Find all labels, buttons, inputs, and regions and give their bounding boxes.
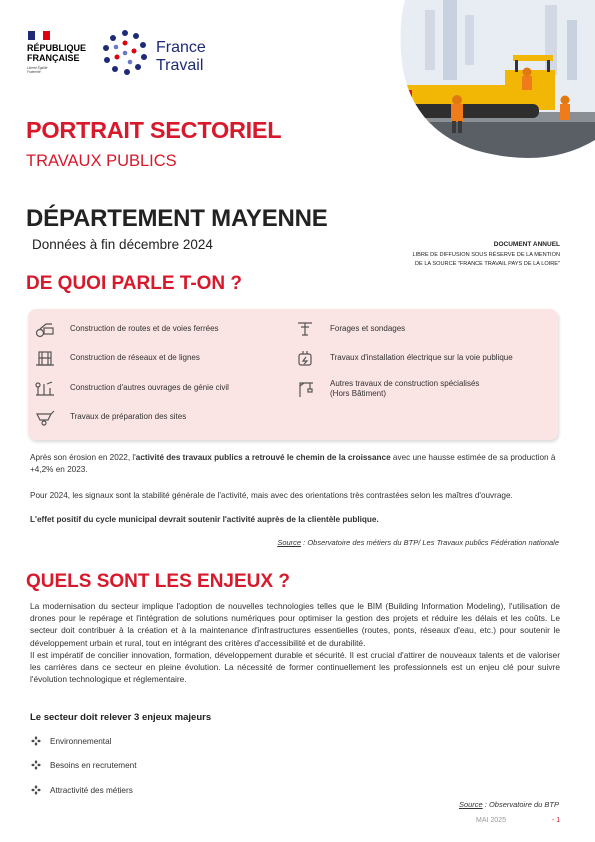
outlook-paragraph: Pour 2024, les signaux sont la stabilité générale de l'activité, mais avec des orientations très contrastées selon les maîtres d'ouvrage.	[30, 491, 513, 500]
source-note-enjeux	[459, 800, 559, 809]
activity-note: (Hors Bâtiment)	[330, 389, 387, 398]
para1-end: avec une hausse estimée de sa production à +4,2% en 2023.	[30, 453, 556, 474]
activity-item	[34, 379, 229, 397]
electric-icon	[294, 349, 316, 367]
enjeu-label: Besoins en recrutement	[50, 760, 137, 770]
source-label: Source	[458, 800, 483, 809]
activity-label: Construction de réseaux et de lignes	[70, 353, 200, 362]
list-item	[30, 736, 111, 746]
republic-line1: RÉPUBLIQUE	[27, 43, 87, 53]
republique-francaise-logo	[27, 43, 86, 63]
france-travail-brand	[156, 39, 206, 75]
brand-line2: Travail	[156, 57, 204, 74]
republic-motto: Liberté Égalité Fraternité	[27, 66, 48, 74]
france-travail-logo-icon	[100, 27, 150, 79]
activity-item	[34, 320, 219, 338]
document-type-label: DOCUMENT ANNUEL	[493, 241, 560, 248]
wheelbarrow-icon	[34, 408, 56, 426]
diamond-bullet-icon	[30, 785, 42, 795]
source-note-quoi	[277, 538, 559, 547]
activity-label: Construction d'autres ouvrages de génie civil	[70, 383, 229, 392]
sector-subtitle: TRAVAUX PUBLICS	[26, 152, 177, 170]
page-title: PORTRAIT SECTORIEL	[26, 117, 282, 143]
activity-item	[294, 349, 513, 367]
section-heading-quoi: DE QUOI PARLE T-ON ?	[26, 273, 243, 294]
drill-icon	[294, 320, 316, 338]
diffusion-notice	[340, 251, 560, 269]
roller-icon	[34, 320, 56, 338]
activity-item	[34, 408, 186, 426]
list-item	[30, 785, 133, 795]
list-item	[30, 760, 136, 770]
enjeux-paragraph-part1: La modernisation du secteur implique l'adoption de nouvelles technologies telles que le BIM (Building Information Modeling), l'utilisation de drones pour le repérage et l'intégration de solutions numériques pour optimiser la gestion des projets et réduire les délais et les coûts. Le secteur doit contribuer à la création et à la maintenance d'infrastructures essentielles (routes, ponts, réseaux d'eau, etc.) pour soutenir le développement urbain et rural, tout en intégrant des critères d'accessibilité et de durabilité.	[30, 601, 560, 648]
source-text: : Observatoire du BTP	[482, 800, 559, 809]
civil-works-icon	[34, 379, 56, 397]
enjeu-label: Attractivité des métiers	[50, 785, 133, 795]
brand-line1: France	[156, 39, 206, 56]
french-flag-logo	[28, 31, 50, 40]
enjeu-label: Environnemental	[50, 736, 112, 746]
municipal-cycle-paragraph: L'effet positif du cycle municipal devrait soutenir l'activité auprès de la clientèle publique.	[30, 515, 379, 524]
diffusion-notice-line1: LIBRE DE DIFFUSION SOUS RÉSERVE DE LA MENTION	[412, 252, 560, 258]
growth-paragraph	[30, 452, 560, 476]
activity-label-text: Autres travaux de construction spécialisés	[330, 379, 480, 388]
para1-highlight: activité des travaux publics a retrouvé le chemin de la croissance	[135, 453, 391, 462]
activity-label: Travaux de préparation des sites	[70, 412, 187, 421]
activity-label	[330, 379, 479, 399]
activity-label: Construction de routes et de voies ferrées	[70, 324, 219, 333]
page-number: - 1	[552, 817, 561, 824]
footer-date: MAI 2025	[476, 817, 506, 824]
para1-start: Après son érosion en 2022, l'	[30, 453, 136, 462]
republic-line2: FRANÇAISE	[27, 53, 80, 63]
road-paver-illustration	[395, 0, 595, 160]
crane-icon	[294, 380, 316, 398]
source-text: : Observatoire des métiers du BTP/ Les Travaux publics Fédération nationale	[301, 538, 559, 547]
activity-label: Travaux d'installation électrique sur la voie publique	[330, 353, 513, 362]
activity-item	[294, 320, 405, 338]
network-icon	[34, 349, 56, 367]
source-label: Source	[277, 538, 302, 547]
enjeux-paragraph-part2: Il est impératif de concilier innovation, formation, développement durable et sécurité. Il est crucial d'attirer de nouveaux talents et de valoriser les carrières dans ce secteur en pleine évolution. La nécessité de former continuellement les professionnels est un enjeu clé pour suivre l'évolution technologique et réglementaire.	[30, 649, 560, 685]
department-title: DÉPARTEMENT MAYENNE	[26, 205, 328, 232]
diamond-bullet-icon	[30, 760, 42, 770]
enjeux-paragraph	[30, 600, 560, 685]
activity-item	[294, 379, 479, 399]
enjeux-intro: Le secteur doit relever 3 enjeux majeurs	[30, 712, 212, 723]
diamond-bullet-icon	[30, 736, 42, 746]
activity-item	[34, 349, 200, 367]
section-heading-enjeux: QUELS SONT LES ENJEUX ?	[26, 571, 290, 592]
activities-box	[28, 309, 558, 440]
activity-label: Forages et sondages	[330, 324, 406, 333]
diffusion-notice-line2: DE LA SOURCE "FRANCE TRAVAIL PAYS DE LA LOIRE"	[415, 261, 560, 267]
data-date: Données à fin décembre 2024	[32, 237, 213, 252]
